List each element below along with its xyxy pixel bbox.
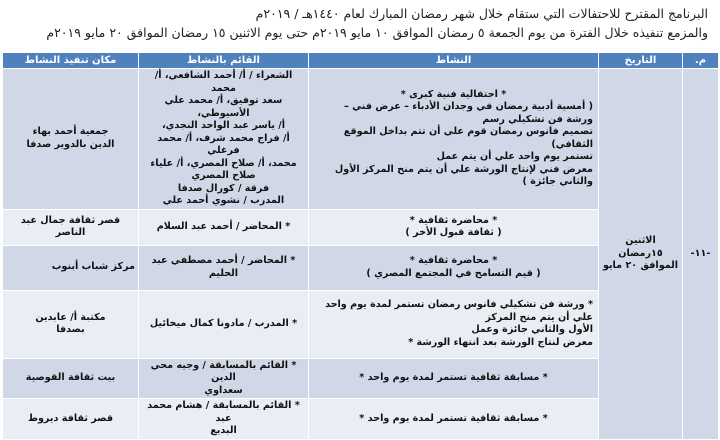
place-line: الناصر xyxy=(55,227,86,238)
performers-cell xyxy=(139,290,309,358)
performer-line: صلاح المصري xyxy=(191,170,256,181)
date-cell xyxy=(599,69,683,440)
activity-cell xyxy=(309,399,599,440)
program-table xyxy=(2,52,719,440)
activity-line: * مسابقة ثقافية تستمر لمدة يوم واحد * xyxy=(359,412,548,424)
activity-line: * محاضرة ثقافية * xyxy=(409,214,498,226)
performer-line: * القائم بالمسابقة / وجيه محي الدين xyxy=(150,359,297,383)
place-cell xyxy=(3,69,139,210)
document-heading xyxy=(0,0,720,44)
activity-line: * ورشة فن تشكيلي فانوس رمضان تستمر لمدة يوم واحد علي أن يتم منح المركز xyxy=(325,299,593,323)
activity-line: ( قيم التسامح في المجتمع المصري ) xyxy=(366,267,541,279)
performer-line: * المدرب / مادونا كمال ميخائيل xyxy=(149,317,298,329)
activity-line: تستمر يوم واحد علي أن يتم عمل xyxy=(436,151,593,163)
activity-line: ( أمسية أدبية رمضان في وجدان الأدباء – عرض فني – ورشة فن تشكيلي رسم xyxy=(343,101,593,125)
performer-line: البديع xyxy=(210,425,237,436)
performer-line: * المحاضر / أحمد عبد السلام xyxy=(156,220,291,232)
performer-line: أ/ فراج محمد شرف، أ/ محمد فرغلي xyxy=(157,132,290,156)
performers-cell xyxy=(139,399,309,440)
row-number-cell xyxy=(683,69,719,440)
place-cell xyxy=(3,399,139,440)
place-line: قصر ثقافة ديروط xyxy=(27,412,113,424)
place-line: قصر ثقافة جمال عبد xyxy=(20,214,121,226)
date-line: الموافق ٢٠ مايو xyxy=(602,260,679,271)
header-date: التاريخ xyxy=(599,53,683,69)
activity-line: تصميم فانوس رمضان قوم علي أن تتم بداخل الموقع الثقافي) xyxy=(343,126,593,150)
performer-line: أ/ ياسر عبد الواحد النجدي، xyxy=(161,120,286,131)
performer-line: الشعراء / أ/ أحمد الشافعي، أ/ محمد xyxy=(154,70,293,94)
table-header-row xyxy=(3,53,719,69)
place-line: بيت ثقافة القوصية xyxy=(25,372,116,383)
header-performers: القائم بالنشاط xyxy=(139,53,309,69)
row-number: -١١- xyxy=(690,247,711,259)
place-line: مركز شباب أبنوب xyxy=(51,261,135,273)
heading-line-1: البرنامج المقترح للاحتفالات التي ستقام خلال شهر رمضان المبارك لعام ١٤٤٠هـ / ٢٠١٩م xyxy=(255,6,708,21)
header-num: م. xyxy=(683,53,719,69)
header-place: مكان تنفيذ النشاط xyxy=(3,53,139,69)
activity-cell xyxy=(309,209,599,245)
performers-cell xyxy=(139,69,309,210)
performer-line: سعد توفيق، أ/ محمد علي الأسيوطي، xyxy=(164,95,283,119)
activity-cell xyxy=(309,358,599,399)
performer-line: محمد، أ/ صلاح المصري، أ/ علياء xyxy=(150,157,297,169)
performer-line: المدرب / نشوي أحمد علي xyxy=(162,195,285,206)
performers-cell xyxy=(139,358,309,399)
activity-line: معرض لنتاج الورشة بعد انتهاء الورشة * xyxy=(408,336,593,348)
place-line: مكتبة أ/ عابدين xyxy=(35,311,106,323)
activity-cell xyxy=(309,69,599,210)
place-line: الدين بالدوير صدفا xyxy=(26,138,115,150)
activity-line: * محاضرة ثقافية * xyxy=(409,255,498,266)
activity-cell xyxy=(309,290,599,358)
performer-line: * المحاضر / أحمد مصطفي عبد الحليم xyxy=(151,255,296,279)
header-activity: النشاط xyxy=(309,53,599,69)
activity-cell xyxy=(309,245,599,290)
performer-line: فرقة / كورال صدفا xyxy=(177,182,270,194)
performers-cell xyxy=(139,209,309,245)
date-line: ١٥رمضان xyxy=(618,247,663,259)
activity-line: معرض فني لإنتاج الورشة علي أن يتم منح المركز الأول والثاني جائزة ) xyxy=(334,163,593,188)
activity-line: * احتفالية فنية كبرى * xyxy=(400,88,507,100)
performers-cell xyxy=(139,245,309,290)
activity-line: * مسابقة ثقافية تستمر لمدة يوم واحد * xyxy=(359,372,548,383)
place-cell xyxy=(3,358,139,399)
performer-line: سعداوي xyxy=(204,384,243,396)
activity-line: الأول والثاني جائزة وعمل xyxy=(471,324,593,335)
place-line: بصدفا xyxy=(56,324,85,335)
heading-line-2: والمزمع تنفيذه خلال الفترة من يوم الجمعة ٥ رمضان الموافق ١٠ مايو ٢٠١٩م حتى يوم الاثنين ١٥ رمضان الموافق ٢٠ مايو ٢٠١٩م xyxy=(46,25,708,40)
performer-line: * القائم بالمسابقة / هشام محمد عبد xyxy=(147,400,300,424)
table-row xyxy=(3,69,719,210)
place-line: جمعية أحمد بهاء xyxy=(32,126,109,138)
activity-line: ( ثقافة قبول الأخر ) xyxy=(405,227,502,238)
date-line: الاثنين xyxy=(625,235,656,246)
place-cell xyxy=(3,290,139,358)
place-cell xyxy=(3,245,139,290)
place-cell xyxy=(3,209,139,245)
